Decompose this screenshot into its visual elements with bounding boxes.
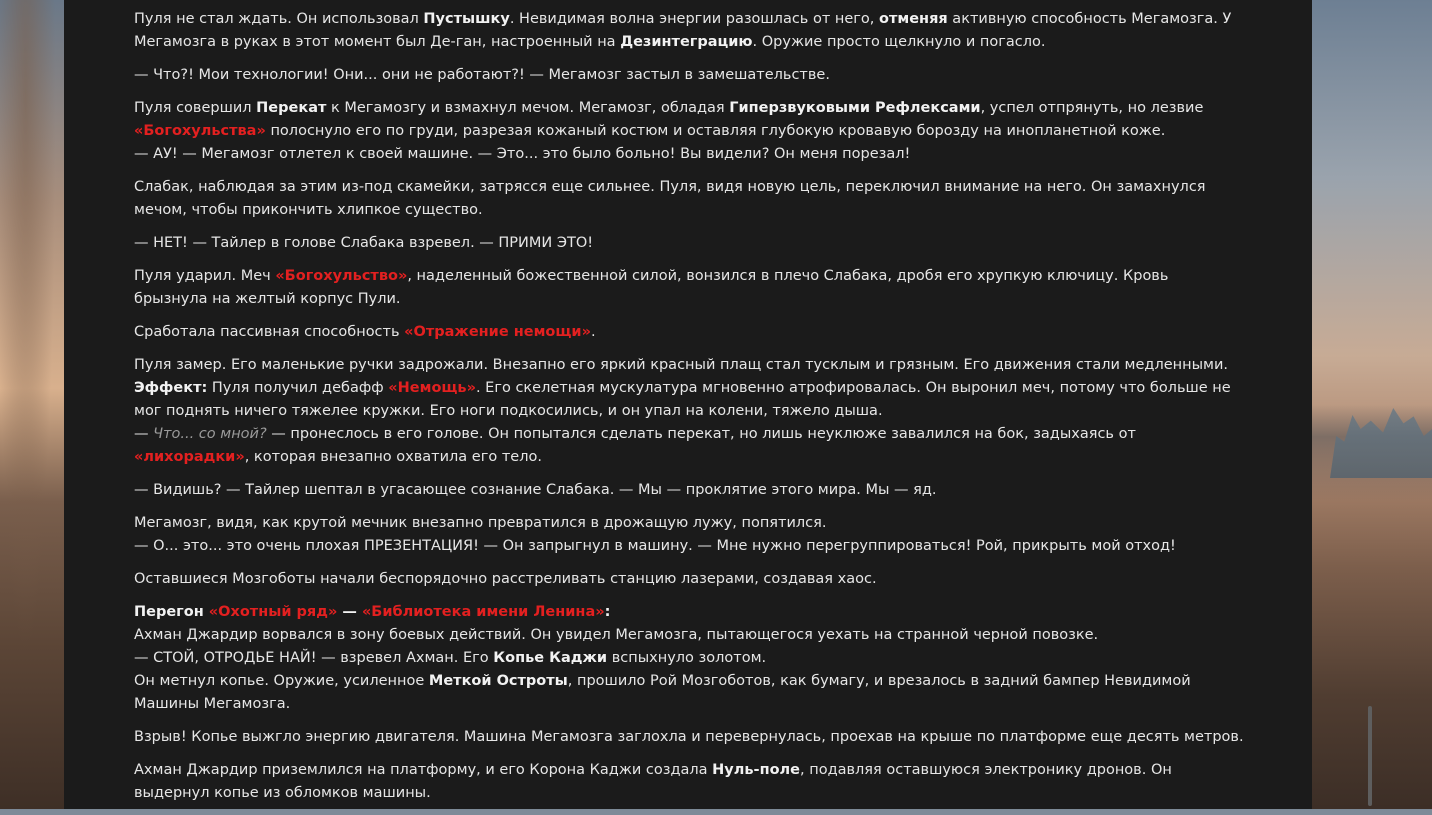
paragraph-14	[134, 759, 1244, 805]
text: .	[590, 324, 596, 340]
text: Пуля получил дебафф	[207, 380, 389, 396]
text: , прошило Рой Мозгоботов, как бумагу, и врезалось в задний бампер Невидимой Машины Мегамозга.	[134, 673, 1191, 712]
section-heading: :	[604, 604, 611, 620]
highlight-term: «Богохульства»	[134, 123, 266, 139]
background-landscape-right	[1312, 0, 1432, 809]
bold-term: Дезинтеграцию	[620, 34, 753, 50]
paragraph-2	[134, 64, 1244, 87]
bold-term: Перекат	[256, 100, 327, 116]
text: Мегамозг, видя, как крутой мечник внезапно превратился в дрожащую лужу, попятился.	[134, 515, 827, 531]
dialogue-line: — О... это... это очень плохая ПРЕЗЕНТАЦИЯ! — Он запрыгнул в машину. — Мне нужно перегруппироваться! Рой, прикрыть мой отход!	[134, 538, 1176, 554]
highlight-term: «лихорадки»	[134, 449, 245, 465]
text: , наделенный божественной силой, вонзился в плечо Слабака, дробя его хрупкую ключицу. Кровь брызнула на желтый корпус Пули.	[134, 268, 1169, 307]
text: , которая внезапно охватила его тело.	[244, 449, 542, 465]
paragraph-11	[134, 568, 1244, 591]
section-heading: —	[337, 604, 362, 620]
bold-term: Пустышку	[423, 11, 510, 27]
background-landscape-left	[0, 0, 64, 809]
text: Пуля совершил	[134, 100, 257, 116]
text: . Его скелетная мускулатура мгновенно атрофировалась. Он выронил меч, потому что больше не мог поднять ничего тяжелее кружки. Его ноги подкосились, и он упал на колени, тяжело дыша.	[134, 380, 1231, 419]
text: . Оружие просто щелкнуло и погасло.	[752, 34, 1046, 50]
text: Сработала пассивная способность	[134, 324, 405, 340]
dialogue-line: — АУ! — Мегамозг отлетел к своей машине. — Это... это было больно! Вы видели? Он меня порезал!	[134, 146, 911, 162]
paragraph-12	[134, 601, 1244, 716]
text: , успел отпрянуть, но лезвие	[980, 100, 1204, 116]
highlight-term: «Богохульство»	[275, 268, 408, 284]
text: — Видишь? — Тайлер шептал в угасающее сознание Слабака. — Мы — проклятие этого мира. Мы — яд.	[134, 482, 937, 498]
text: активную способность Мегамозга. У Мегамозга в руках в этот момент был Де-ган, настроенный на	[134, 11, 1232, 50]
paragraph-1	[134, 8, 1244, 54]
paragraph-6	[134, 265, 1244, 311]
paragraph-4	[134, 176, 1244, 222]
text: к Мегамозгу и взмахнул мечом. Мегамозг, обладая	[326, 100, 730, 116]
text: Ахман Джардир приземлился на платформу, и его Корона Каджи создала	[134, 762, 713, 778]
paragraph-9	[134, 479, 1244, 502]
section-heading: Перегон	[134, 604, 209, 620]
paragraph-13	[134, 726, 1244, 749]
bold-term: Гиперзвуковыми Рефлексами	[729, 100, 981, 116]
text: —	[134, 426, 154, 442]
paragraph-7	[134, 321, 1244, 344]
paragraph-10	[134, 512, 1244, 558]
highlight-term: «Отражение немощи»	[404, 324, 591, 340]
bold-term: Нуль-поле	[712, 762, 801, 778]
text: Пуля ударил. Меч	[134, 268, 276, 284]
text: Он метнул копье. Оружие, усиленное	[134, 673, 429, 689]
story-text	[134, 8, 1244, 815]
highlight-term: «Библиотека имени Ленина»	[361, 604, 605, 620]
paragraph-3	[134, 97, 1244, 166]
text: — Что?! Мои технологии! Они... они не работают?! — Мегамозг застыл в замешательстве.	[134, 67, 830, 83]
text: Взрыв! Копье выжгло энергию двигателя. Машина Мегамозга заглохла и перевернулась, проехав на крыше по платформе еще десять метров.	[134, 729, 1244, 745]
text: — СТОЙ, ОТРОДЬЕ НАЙ! — взревел Ахман. Его	[134, 650, 494, 666]
text: Оставшиеся Мозгоботы начали беспорядочно расстреливать станцию лазерами, создавая хаос.	[134, 571, 877, 587]
text: . Невидимая волна энергии разошлась от него,	[509, 11, 879, 27]
bold-term: отменяя	[879, 11, 948, 27]
text: вспыхнуло золотом.	[607, 650, 767, 666]
text: полоснуло его по груди, разрезая кожаный костюм и оставляя глубокую кровавую борозду на инопланетной коже.	[265, 123, 1166, 139]
text: Слабак, наблюдая за этим из-под скамейки, затрясся еще сильнее. Пуля, видя новую цель, переключил внимание на него. Он замахнулся мечом, чтобы прикончить хлипкое существо.	[134, 179, 1206, 218]
bold-term: Копье Каджи	[493, 650, 608, 666]
bold-term: Эффект:	[134, 380, 208, 396]
text: , подавляя оставшуюся электронику дронов. Он выдернул копье из обломков машины.	[134, 762, 1172, 801]
highlight-term: «Охотный ряд»	[208, 604, 338, 620]
bold-term: Меткой Остроты	[428, 673, 568, 689]
highlight-term: «Немощь»	[388, 380, 476, 396]
text: Ахман Джардир ворвался в зону боевых действий. Он увидел Мегамозга, пытающегося уехать на странной черной повозке.	[134, 627, 1099, 643]
thought-text: Что... со мной?	[153, 426, 267, 442]
text: — НЕТ! — Тайлер в голове Слабака взревел. — ПРИМИ ЭТО!	[134, 235, 594, 251]
text: — пронеслось в его голове. Он попытался сделать перекат, но лишь неуклюже завалился на бок, задыхаясь от	[266, 426, 1136, 442]
paragraph-8	[134, 354, 1244, 469]
scrollbar-thumb[interactable]	[1368, 706, 1372, 806]
paragraph-5	[134, 232, 1244, 255]
text: Пуля замер. Его маленькие ручки задрожали. Внезапно его яркий красный плащ стал тусклым и грязным. Его движения стали медленными.	[134, 357, 1229, 373]
text: Пуля не стал ждать. Он использовал	[134, 11, 424, 27]
reader-panel	[64, 0, 1312, 809]
